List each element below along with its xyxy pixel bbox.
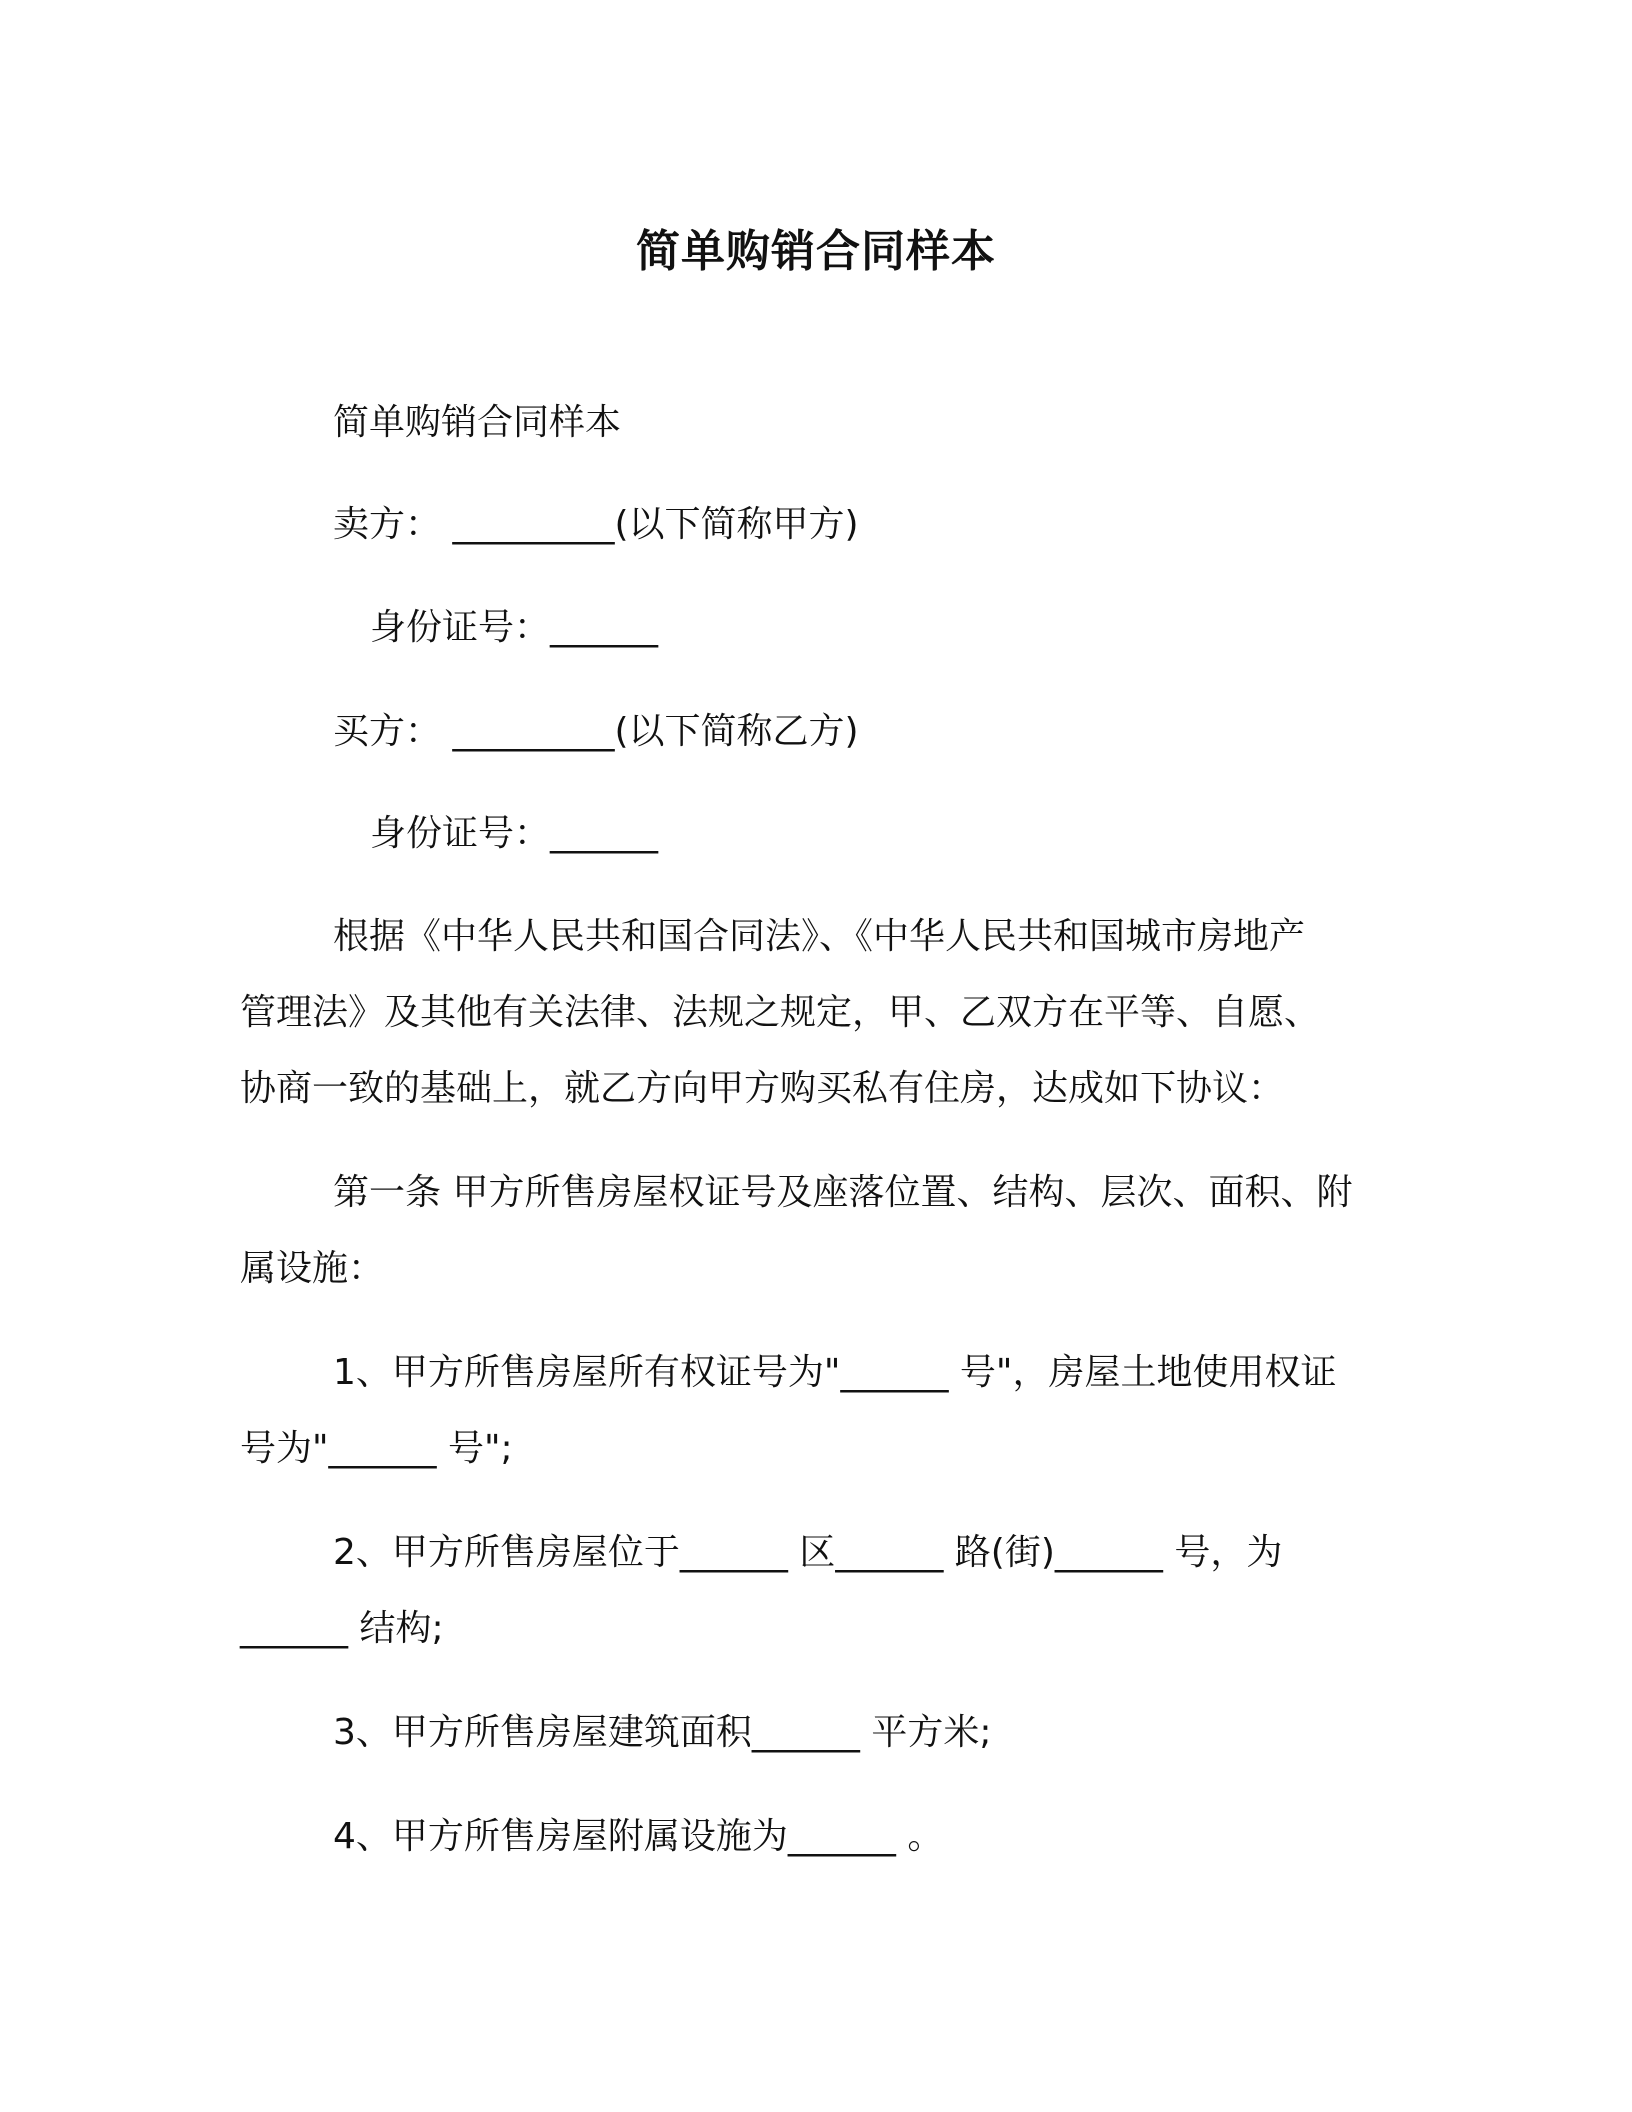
seller-line: 卖方： _________(以下简称甲方) (333, 504, 859, 545)
document-title: 简单购销合同样本 (636, 226, 996, 277)
article-heading-line: 第一条 甲方所售房屋权证号及座落位置、结构、层次、面积、附 (333, 1172, 1353, 1213)
clause-line: 2、甲方所售房屋位于______ 区______ 路(街)______ 号，为 (333, 1532, 1283, 1573)
paragraph-line: 协商一致的基础上，就乙方向甲方购买私有住房，达成如下协议： (240, 1068, 1285, 1109)
buyer-id-line: 身份证号：______ (370, 813, 659, 854)
paragraph-line: 管理法》及其他有关法律、法规之规定，甲、乙双方在平等、自愿、 (240, 992, 1321, 1033)
clause-line: 号为"______ 号"; (240, 1428, 513, 1469)
clause-line: 1、甲方所售房屋所有权证号为"______ 号"，房屋土地使用权证 (333, 1352, 1337, 1393)
clause-line: 3、甲方所售房屋建筑面积______ 平方米; (333, 1712, 992, 1753)
seller-id-line: 身份证号：______ (370, 607, 659, 648)
clause-line: ______ 结构; (240, 1608, 444, 1649)
clause-line: 4、甲方所售房屋附属设施为______ 。 (333, 1816, 944, 1857)
buyer-line: 买方： _________(以下简称乙方) (333, 711, 859, 752)
subtitle-line: 简单购销合同样本 (333, 402, 622, 443)
article-heading-line: 属设施： (240, 1248, 385, 1289)
paragraph-line: 根据《中华人民共和国合同法》、《中华人民共和国城市房地产 (333, 916, 1306, 957)
